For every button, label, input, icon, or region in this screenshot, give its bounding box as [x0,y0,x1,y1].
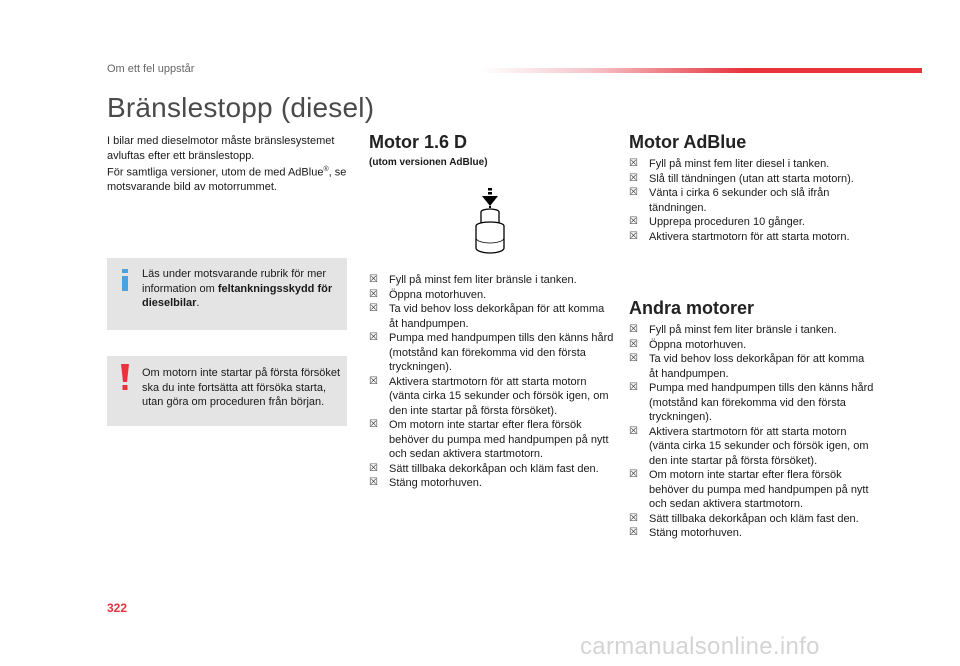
steps-other-engines [629,323,874,541]
registered-mark: ® [323,166,329,173]
steps-motor-adblue [629,157,874,244]
info-text-start: Läs under motsvarande rubrik för mer information om [142,268,327,295]
step-item: ☒ Fyll på minst fem liter bränsle i tanken. [629,323,874,338]
intro-line-2-start: För samtliga versioner, utom de med AdBlue [107,166,324,179]
step-item: ☒ Om motorn inte startar efter flera försök behöver du pumpa med handpumpen på nytt och sedan aktivera startmotorn. [629,468,874,512]
step-item: ☒ Slå till tändningen (utan att starta motorn). [629,172,874,187]
section-label: Om ett fel uppstår [107,63,195,75]
subheading-motor-16d: (utom versionen AdBlue) [369,157,488,168]
warning-icon [118,364,132,390]
header-accent-line [480,68,922,73]
steps-motor-16d [369,273,614,491]
step-item: ☒ Fyll på minst fem liter bränsle i tanken. [369,273,614,288]
page-title: Bränslestopp (diesel) [107,92,375,123]
intro-line-1: I bilar med dieselmotor måste bränslesystemet avluftas efter ett bränslestopp. [107,135,335,162]
info-text-end: . [196,297,200,309]
info-box [107,258,347,330]
watermark: carmanualsonline.info [580,633,820,660]
step-item: ☒ Pumpa med handpumpen tills den känns hård (motstånd kan förekomma vid den första tryckningen). [629,381,874,425]
step-item: ☒ Sätt tillbaka dekorkåpan och kläm fast den. [369,462,614,477]
warning-text: Om motorn inte startar på första försöket ska du inte fortsätta att försöka starta, utan göra om proceduren från början. [142,367,341,408]
step-item: ☒ Stäng motorhuven. [629,526,874,541]
intro-text [107,134,352,195]
step-item: ☒ Ta vid behov loss dekorkåpan för att komma åt handpumpen. [369,302,614,331]
step-item: ☒ Fyll på minst fem liter diesel i tanken. [629,157,874,172]
step-item: ☒ Öppna motorhuven. [629,338,874,353]
step-item: ☒ Vänta i cirka 6 sekunder och slå ifrån tändningen. [629,186,874,215]
step-item: ☒ Aktivera startmotorn för att starta motorn (vänta cirka 15 sekunder och försök igen, om den inte startar på första försöket). [369,375,614,419]
intro-line-2 [107,163,352,195]
step-item: ☒ Sätt tillbaka dekorkåpan och kläm fast den. [629,512,874,527]
info-text-bold: feltankningsskydd för dieselbilar [142,282,333,309]
step-item: ☒ Om motorn inte startar efter flera försök behöver du pumpa med handpumpen på nytt och sedan aktivera startmotorn. [369,418,614,462]
info-text [142,267,342,311]
heading-motor-adblue: Motor AdBlue [629,132,747,152]
step-item: ☒ Upprepa proceduren 10 gånger. [629,215,874,230]
step-item: ☒ Öppna motorhuven. [369,288,614,303]
step-item: ☒ Aktivera startmotorn för att starta motorn. [629,230,874,245]
heading-motor-16d: Motor 1.6 D [369,132,468,152]
heading-other-engines: Andra motorer [629,298,755,318]
intro-line-2-end: , se motsvarande bild av motorrummet. [107,166,347,194]
info-icon [119,269,131,291]
step-item: ☒ Stäng motorhuven. [369,476,614,491]
step-item: ☒ Aktivera startmotorn för att starta motorn (vänta cirka 15 sekunder och försök igen, om den inte startar på första försöket). [629,425,874,469]
step-item: ☒ Pumpa med handpumpen tills den känns hård (motstånd kan förekomma vid den första tryckningen). [369,331,614,375]
step-item: ☒ Ta vid behov loss dekorkåpan för att komma åt handpumpen. [629,352,874,381]
warning-box [107,356,347,426]
page-number: 322 [107,601,128,615]
hand-pump-icon [470,186,510,260]
